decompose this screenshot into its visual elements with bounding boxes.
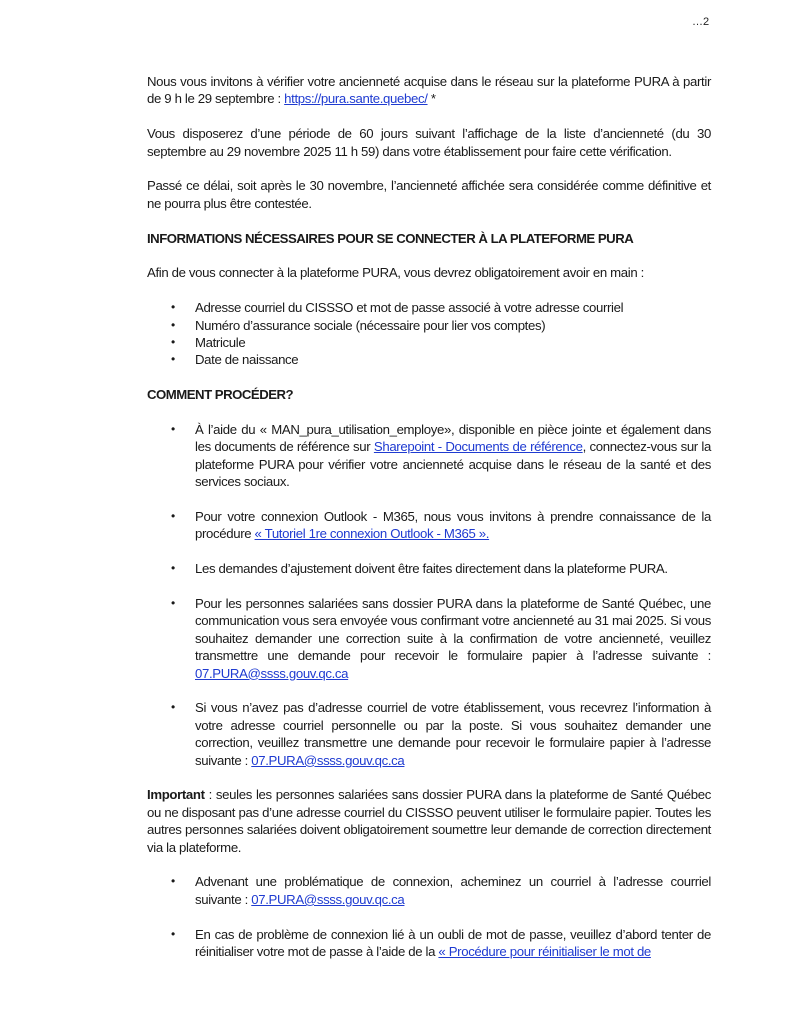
bullet-icon: • <box>171 700 175 715</box>
requirements-list <box>147 299 711 369</box>
document-body <box>147 73 711 961</box>
support-list <box>147 873 711 960</box>
list-item: • Les demandes d’ajustement doivent être faites directement dans la plateforme PURA. <box>171 561 668 577</box>
section1-intro: Afin de vous connecter à la plateforme PURA, vous devrez obligatoirement avoir en main : <box>147 265 644 281</box>
bullet-icon: • <box>171 335 175 350</box>
section-heading-comment-proceder: COMMENT PROCÉDER? <box>147 387 294 403</box>
list-item: • Pour les personnes salariées sans dossier PURA dans la plateforme de Santé Québec, une communication vous sera envoyée vous confirmant votre ancienneté au 31 mai 2025. Si vous souhaitez demander une correction suite à la confirmation de votre ancienneté, veuillez transmettre une demande pour recevoir le formulaire papier à l’adresse suivante : 07.PURA@ssss.gouv.qc.ca <box>171 596 711 681</box>
list-item: • Advenant une problématique de connexion, acheminez un courriel à l’adresse courriel suivante : 07.PURA@ssss.gouv.qc.ca <box>171 874 711 907</box>
pura-email-link[interactable]: 07.PURA@ssss.gouv.qc.ca <box>251 752 405 768</box>
pura-email-link[interactable]: 07.PURA@ssss.gouv.qc.ca <box>251 891 405 907</box>
bullet-icon: • <box>171 509 175 524</box>
bullet-icon: • <box>171 300 175 315</box>
list-item: • Adresse courriel du CISSSO et mot de passe associé à votre adresse courriel <box>171 300 624 316</box>
bullet-icon: • <box>171 874 175 889</box>
list-item: • Numéro d’assurance sociale (nécessaire pour lier vos comptes) <box>171 317 546 333</box>
intro-paragraph-1: Nous vous invitons à vérifier votre ancienneté acquise dans le réseau sur la plateforme PURA à partir de 9 h le 29 septembre : https://pura.sante.quebec/ * <box>147 74 711 107</box>
procedure-list <box>147 421 711 769</box>
intro-paragraph-2: Vous disposerez d’une période de 60 jours suivant l’affichage de la liste d’ancienneté (du 30 septembre au 29 novembre 2025 11 h 59) dans votre établissement pour faire cette vérification. <box>147 126 711 159</box>
list-item: • Date de naissance <box>171 352 299 368</box>
list-item: • En cas de problème de connexion lié à un oubli de mot de passe, veuillez d’abord tenter de réinitialiser votre mot de passe à l’aide de la « Procédure pour réinitialiser le mot de <box>171 926 711 960</box>
pura-link[interactable]: https://pura.sante.quebec/ <box>284 91 428 107</box>
bullet-icon: • <box>171 561 175 576</box>
page-number: …2 <box>692 16 710 28</box>
important-label: Important <box>147 787 205 803</box>
bullet-icon: • <box>171 926 175 941</box>
list-item: • Pour votre connexion Outlook - M365, nous vous invitons à prendre connaissance de la procédure « Tutoriel 1re connexion Outlook - M365 ». <box>171 509 711 542</box>
list-item: • À l’aide du « MAN_pura_utilisation_employe», disponible en pièce jointe et également dans les documents de référence sur Sharepoint - Documents de référence, connectez-vous sur la plateforme PURA pour vérifier votre ancienneté acquise dans le réseau de la santé et des services sociaux. <box>171 422 711 490</box>
outlook-tutorial-link[interactable]: « Tutoriel 1re connexion Outlook - M365 ». <box>254 526 490 542</box>
list-item: • Si vous n’avez pas d’adresse courriel de votre établissement, vous recevrez l’information à votre adresse courriel personnelle ou par la poste. Si vous souhaitez demander une correction, veuillez transmettre une demande pour recevoir le formulaire papier à l’adresse suivante : 07.PURA@ssss.gouv.qc.ca <box>171 700 711 768</box>
bullet-icon: • <box>171 317 175 332</box>
password-reset-procedure-link[interactable]: « Procédure pour réinitialiser le mot de <box>438 944 651 960</box>
sharepoint-link[interactable]: Sharepoint - Documents de référence <box>373 439 583 455</box>
section-heading-informations: INFORMATIONS NÉCESSAIRES POUR SE CONNECTER À LA PLATEFORME PURA <box>147 230 634 246</box>
bullet-icon: • <box>171 596 175 611</box>
bullet-icon: • <box>171 422 175 437</box>
pura-email-link[interactable]: 07.PURA@ssss.gouv.qc.ca <box>195 665 349 681</box>
list-item: • Matricule <box>171 335 246 351</box>
important-note: Important : seules les personnes salariées sans dossier PURA dans la plateforme de Santé Québec ou ne disposant pas d’une adresse courriel du CISSSO peuvent utiliser le formulaire papier. Toutes les autres personnes salariées doivent obligatoirement soumettre leur demande de correction directement via la plateforme. <box>147 787 711 855</box>
bullet-icon: • <box>171 352 175 367</box>
intro-paragraph-3: Passé ce délai, soit après le 30 novembre, l’ancienneté affichée sera considérée comme définitive et ne pourra plus être contestée. <box>147 178 711 211</box>
